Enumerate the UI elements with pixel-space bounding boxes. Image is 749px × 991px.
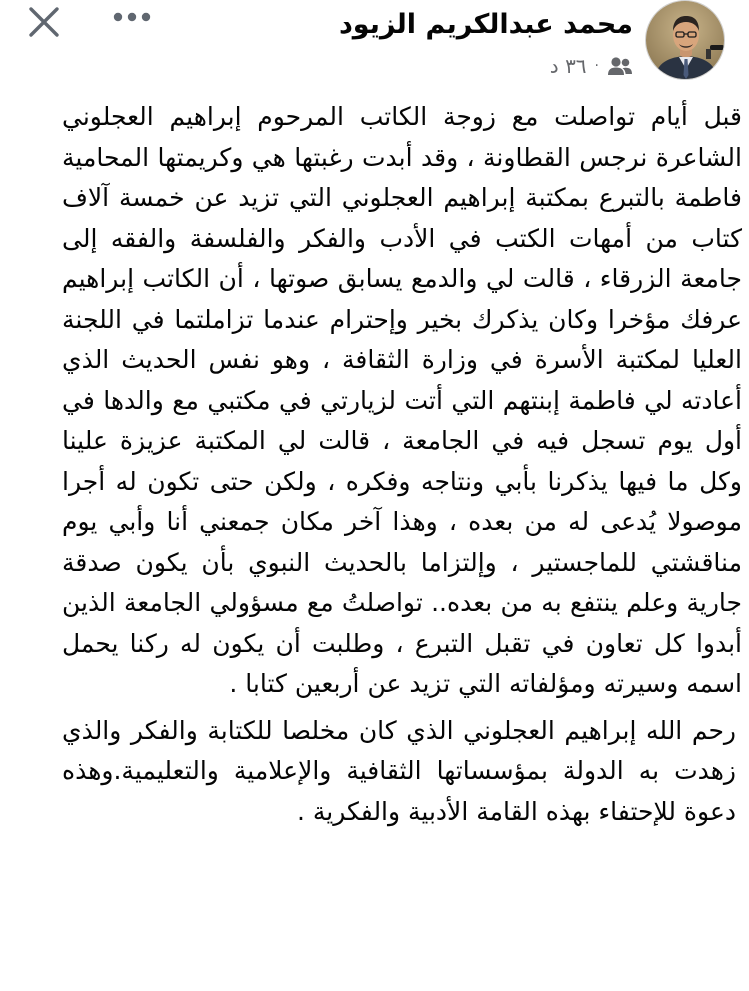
more-dots-icon [113,12,151,22]
post-paragraph: رحم الله إبراهيم العجلوني الذي كان مخلصا للكتابة والفكر والذي زهدت به الدولة بمؤسساتها الثقافية والإعلامية والتعليمية.وهذه دعوة للإحتفاء بهذه القامة الأدبية والفكرية . [62,715,736,826]
author-name[interactable]: محمد عبدالكريم الزيود [338,9,633,40]
more-options-button[interactable] [108,2,156,32]
post-header [0,0,749,88]
close-button[interactable] [24,2,64,42]
author-photo [646,1,725,80]
post-text [62,97,742,832]
meta-separator: · [594,58,599,74]
post-meta [550,52,633,80]
close-icon [27,5,61,39]
author-avatar[interactable] [645,0,725,80]
post-paragraph: قبل أيام تواصلت مع زوجة الكاتب المرحوم إبراهيم العجلوني الشاعرة نرجس القطاونة ، وقد أبدت رغبتها هي وكريمتها المحامية فاطمة بالتبرع بمكتبة إبراهيم العجلوني التي تزيد عن خمسة آلاف كتاب من أمهات الكتب في الأدب والفكر والفلسفة والفقه إلى جامعة الزرقاء ، قالت لي والدمع يسابق صوتها ، أن الكاتب إبراهيم عرفك مؤخرا وكان يذكرك بخير وإحترام عندما تزاملتما في اللجنة العليا لمكتبة الأسرة في وزارة الثقافة ، وهو نفس الحديث الذي أعادته لي فاطمة إبنتهم التي أتت لزيارتي في مكتبي مع والدها في أول يوم تسجل فيه في الجامعة ، قالت لي المكتبة عزيزة علينا وكل ما فيها يذكرنا بأبي ونتاجه وفكره ، ولكن حتى تكون له أجرا موصولا يُدعى له من بعده ، وهذا آخر مكان جمعني أنا وأبي يوم مناقشتي للماجستير ، وإلتزاما بالحديث النبوي بأن يكون صدقة جارية وعلم ينتفع به من بعده.. تواصلتُ مع مسؤولي الجامعة الذين أبدوا كل تعاون في تقبل التبرع ، وطلبت أن يكون له ركنا يحمل اسمه وسيرته ومؤلفاته التي تزيد عن أربعين كتابا . [62,102,742,698]
friends-icon [607,56,633,76]
post-time[interactable]: ٣٦ د [549,54,587,78]
